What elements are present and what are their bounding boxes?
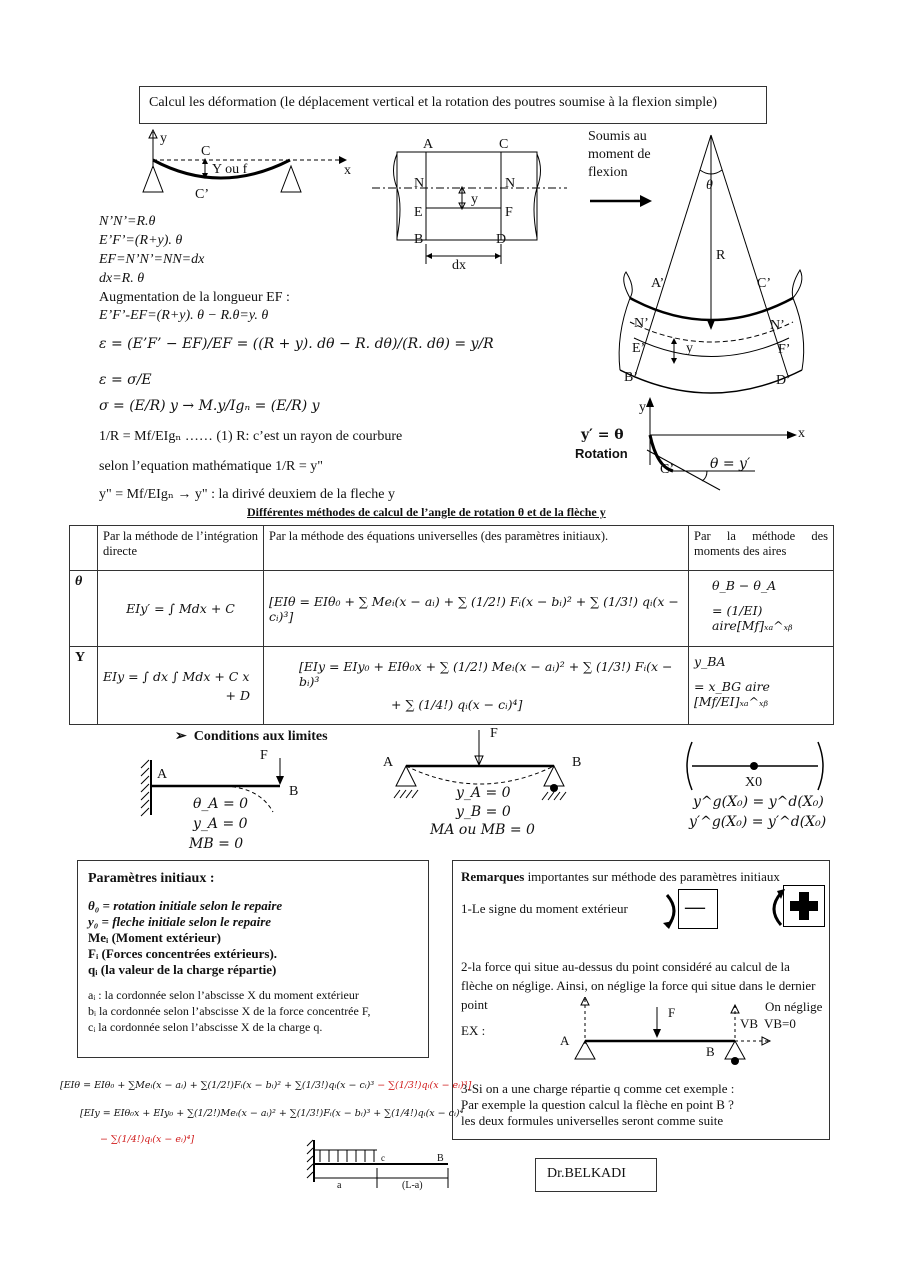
theta-areas [689,571,834,647]
row-theta-label: θ [70,571,98,647]
rotation-label1: y′ = θ [581,427,624,443]
page-title: Calcul les déformation (le déplacement vertical et la rotation des poutres soumise à la flexion simple) [149,95,717,110]
deriv-l5: Augmentation de la longueur EF : [99,290,290,305]
plus-box [783,885,825,927]
params-d2: bᵢ la cordonnée selon l’abscisse X de la force concentrée F, [88,1004,371,1018]
header-areas: Par la méthode des moments des aires [689,526,834,571]
bent-e: E’ [632,341,646,356]
rot-x: x [798,426,805,441]
title-box [139,86,767,124]
bottom-eq1 [60,1080,471,1091]
rot-y: y [639,400,646,415]
el-y: y [471,192,478,207]
remarks-beam-sketch [545,997,775,1067]
el-b: B [414,232,424,247]
bent-beam-sketch [612,130,812,400]
el-dx: dx [452,258,466,273]
el-n1: N [414,176,425,191]
remarks-b: B [706,1044,715,1059]
params-l4: Fᵢ (Forces concentrées extérieurs). [88,946,278,961]
bent-n: N’ [634,316,649,331]
fig-b: B [437,1153,444,1164]
remarks-title-rest: importantes sur méthode des paramètres initiaux [524,869,780,884]
table-corner [70,526,98,571]
cont-eq1: y^g(X₀) = y^d(X₀) [693,794,824,810]
remarks-vb: VB [740,1016,759,1031]
simple-a: A [383,755,394,770]
deriv-l2: E’F’=(R+y). θ [99,233,183,248]
remarks-r2: 2-la force qui situe au-dessus du point considéré au calcul de la flèche on néglige. Ainsi, on néglige la force qui situe dans le dernier point [461,959,816,1012]
deriv-l6: E’F’-EF=(R+y). θ − R.θ=y. θ [99,308,269,323]
deriv-l1: N’N’=R.θ [99,214,156,229]
bent-f: F’ [778,342,791,357]
bottom-eq1-main: [EIθ = EIθ₀ + ∑Meᵢ(x − aᵢ) + ∑(1/2!)Fᵢ(x − bᵢ)² + ∑(1/3!)qᵢ(x − cᵢ)³ [60,1080,375,1091]
remarks-box [452,860,830,1140]
cant-eq1: θ_A = 0 [193,796,249,812]
table-row-theta [70,571,834,647]
simple-eq2: y_B = 0 [456,804,511,820]
fig-c: c [381,1153,385,1163]
fig-la: (L-a) [402,1180,423,1191]
deriv-eps2: ε = σ/E [99,372,152,388]
params-l3: Meᵢ (Moment extérieur) [88,930,221,945]
remarks-ex: EX : [461,1023,486,1038]
cant-f: F [260,748,268,763]
table-header-row [70,526,834,571]
beam-y-label: y [160,131,167,146]
bent-caption: Soumis au moment de flexion [588,129,651,180]
params-d1: aᵢ : la cordonnée selon l’abscisse X du moment extérieur [88,988,359,1002]
bottom-eq2: [EIy = EIθ₀x + EIy₀ + ∑(1/2!)Meᵢ(x − aᵢ)² + ∑(1/3!)Fᵢ(x − bᵢ)³ + ∑(1/4!)qᵢ(x − cᵢ)⁴ [80,1108,464,1119]
bent-n2: N’ [770,318,785,333]
minus-sign: — [685,896,705,918]
remarks-neg1: On néglige [765,999,823,1014]
methods-title: Différentes méthodes de calcul de l’angle de rotation θ et de la flèche y [247,505,606,519]
remarks-neg2: VB=0 [764,1016,796,1031]
deriv-l4: dx=R. θ [99,271,145,286]
conditions-title-wrap [175,728,328,745]
y-univ-1: [EIy = EIy₀ + EIθ₀x + ∑ (1/2!) Meᵢ(x − aᵢ)² + ∑ (1/3!) Fᵢ(x − bᵢ)³ [299,659,673,689]
remarks-r3: 3-Si on a une charge répartie q comme cet exemple : [461,1081,735,1096]
table-row-y [70,647,834,725]
remarks-title-bold: Remarques [461,869,525,884]
rotation-label2: Rotation [575,446,628,461]
deriv-eps1: ε = (E’F’ − EF)/EF = ((R + y). dθ − R. dθ)/(R. dθ) = y/R [99,336,494,352]
el-a: A [423,137,434,152]
theta-areas-1: θ_B − θ_A [712,578,777,593]
deriv-ysec: y" = Mf/EIgₙ → y" : la dirivé deuxiem de la fleche y [99,487,395,502]
theta-universal: [EIθ = EIθ₀ + ∑ Meᵢ(x − aᵢ) + ∑ (1/2!) Fᵢ(x − bᵢ)² + ∑ (1/3!) qᵢ(x − cᵢ)³] [264,571,689,647]
cant-eq2: y_A = 0 [193,816,248,832]
deriv-curv: 1/R = Mf/EIgₙ …… (1) R: c’est un rayon de courbure [99,429,403,444]
beam-x-label: x [344,163,351,178]
author-box [535,1158,657,1192]
conditions-bullet-icon: ➢ [175,729,194,744]
fig-a: a [337,1180,342,1191]
el-d: D [496,232,507,247]
simple-eq1: y_A = 0 [456,785,511,801]
el-c: C [499,137,509,152]
bent-a: A’ [651,276,665,291]
y-integ-2: + D [225,687,250,703]
remarks-f: F [668,1005,676,1020]
cant-b: B [289,784,299,799]
deriv-l3: EF=N’N’=NN=dx [99,252,205,267]
remarks-r1: 1-Le signe du moment extérieur [461,901,628,916]
bent-b: B’ [624,370,638,385]
header-universal: Par la méthode des équations universelles (des paramètres initiaux). [264,526,689,571]
params-l5: qᵢ (la valeur de la charge répartie) [88,962,277,977]
y-areas-2: = x_BG aire [Mf/EI]ₓₐ^ₓᵦ [694,679,770,709]
el-n2: N [505,176,516,191]
params-l2: y₀ = fleche initiale selon le repaire [88,914,272,929]
params-d3: cᵢ la cordonnée selon l’abscisse X de la charge q. [88,1020,323,1034]
author-name: Dr.BELKADI [547,1166,626,1181]
params-box [77,860,429,1058]
conditions-title: Conditions aux limites [193,729,328,744]
bent-r: R [716,248,726,263]
el-f: F [505,205,513,220]
remarks-r4: Par exemple la question calcul la flèche en point B ? [461,1097,734,1112]
rotation-sketch [635,395,805,495]
params-l1: θ₀ = rotation initiale selon le repaire [88,898,283,913]
theta-integration: EIy′ = ∫ Mdx + C [98,571,264,647]
cant-a: A [157,767,168,782]
remarks-a: A [560,1033,570,1048]
cont-eq2: y′^g(X₀) = y′^d(X₀) [689,814,827,830]
beam-c-prime-label: C’ [195,187,209,202]
y-integration [98,647,264,725]
beam-c-label: C [201,144,211,159]
y-integ-1: EIy = ∫ dx ∫ Mdx + C x [103,668,250,684]
y-areas [689,647,834,725]
bent-y: y [686,341,693,356]
cont-x0: X0 [745,775,763,790]
deriv-sigma: σ = (E/R) y → M.y/Igₙ = (E/R) y [99,398,320,414]
y-areas-1: y_BA [694,654,726,669]
cant-eq3: MB = 0 [189,836,244,852]
plus-icon [784,886,824,926]
simple-f: F [490,726,498,741]
y-universal [264,647,689,725]
moment-ccw-icon [765,889,785,929]
remarks-title [461,869,780,885]
rot-c: C’ [660,462,674,477]
bottom-eq2-red: − ∑(1/4!)qᵢ(x − eᵢ)⁴] [100,1134,195,1145]
remarks-r5: les deux formules universelles seront comme suite [461,1113,724,1128]
simple-eq3: MA ou MB = 0 [430,822,535,838]
rot-eq: θ = y′ [710,456,751,472]
bent-d: D’ [776,373,791,388]
el-e: E [414,205,423,220]
theta-areas-2: = (1/EI) aire[Mf]ₓₐ^ₓᵦ [712,603,793,633]
bent-theta: θ [706,178,713,193]
row-y-label: Y [70,647,98,725]
bent-c: C’ [757,276,771,291]
beam-sketch [135,128,365,208]
params-title: Paramètres initiaux : [88,871,215,886]
simple-b: B [572,755,582,770]
distributed-load-sketch [303,1138,463,1192]
y-univ-2: + ∑ (1/4!) qᵢ(x − cᵢ)⁴] [391,697,523,712]
bottom-eq1-red: − ∑(1/3!)qᵢ(x − eᵢ)³] [374,1080,472,1091]
minus-box [678,889,718,929]
beam-yf-label: Y ou f [212,162,248,177]
methods-table [69,525,834,725]
header-integration: Par la méthode de l’intégration directe [98,526,264,571]
deriv-math: selon l’equation mathématique 1/R = y" [99,459,323,474]
